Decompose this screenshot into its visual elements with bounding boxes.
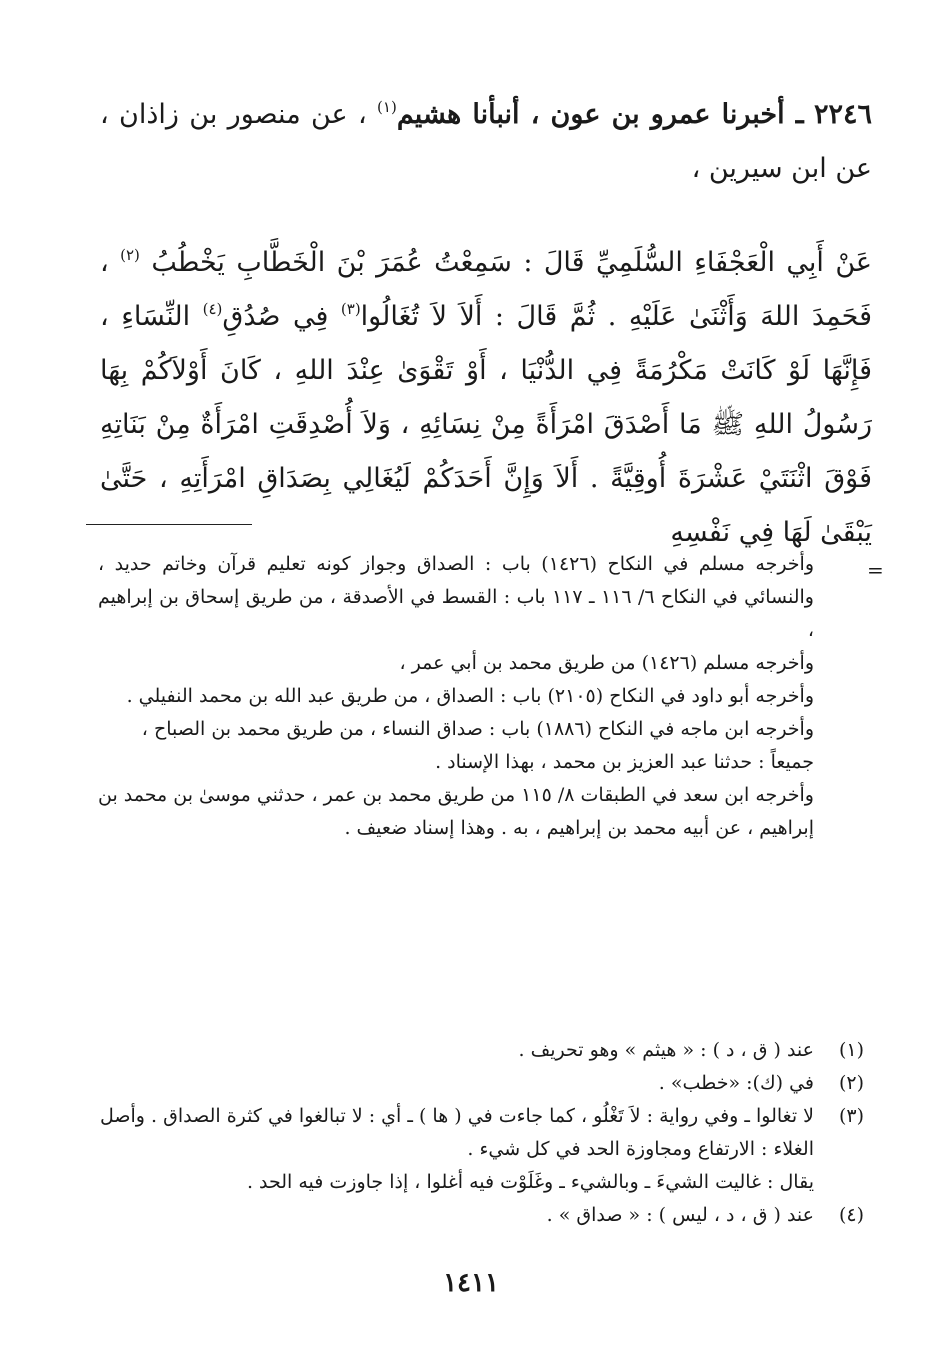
footnote-ref-4: (٤) [202, 300, 223, 318]
takhrij-paragraph: وأخرجه ابن سعد في الطبقات ٨/ ١١٥ من طريق محمد بن عمر ، حدثني موسىٰ بن محمد بن إبراهيم ، عن أبيه محمد بن إبراهيم ، به . وهذا إسناد ضعيف . [98, 784, 814, 839]
footnote-number: (٣) [838, 1105, 864, 1127]
footnote-ref-2: (٢) [120, 246, 140, 264]
takhrij-notes [98, 548, 814, 845]
footnote-item [100, 1067, 864, 1100]
footnote-item [100, 1100, 864, 1166]
hadith-lead-rest: ، عن منصور بن زاذان ، عن ابن سيرين ، [100, 99, 872, 184]
hadith-lead: ـ أخبرنا عمرو بن عون ، أنبأنا هشيم [396, 99, 804, 130]
footnote-number: (١) [838, 1039, 864, 1061]
footnotes [100, 1034, 864, 1232]
takhrij-paragraph: وأخرجه ابن ماجه في النكاح (١٨٨٦) باب : صداق النساء ، من طريق محمد بن الصباح ، [141, 718, 814, 740]
footnote-ref-1: (١) [377, 98, 397, 116]
hadith-isnad [100, 88, 872, 196]
continuation-mark: = [867, 558, 884, 582]
hadith-header [100, 88, 872, 196]
footnote-text: لا تغالوا ـ وفي رواية : لاَ تَغْلُو ، كما جاءت في ( ها ) ـ أي : لا تبالغوا في كثرة الصداق . وأصل الغلاء : الارتفاع ومجاوزة الحد في كل شيء . [100, 1105, 814, 1160]
matn-part-3: فِي صُدُقِ [222, 301, 329, 332]
hadith-number: ٢٢٤٦ [813, 99, 872, 130]
footnote-text: عند ( ق ، د ) : « هيثم » وهو تحريف . [518, 1039, 814, 1061]
footnote-item [100, 1199, 864, 1232]
footnote-continuation: يقال : غاليت الشيءَ ـ وبالشيء ـ وغَلَوْت فيه أغلوا ، إذا جاوزت فيه الحد . [246, 1171, 814, 1193]
matn-part-4: النِّسَاءِ ، فَإِنَّهَا لَوْ كَانَتْ مَكْرُمَةً فِي الدُّنْيَا ، أَوْ تَقْوَىٰ عِنْدَ اللهِ ، كَانَ أَوْلاَكُمْ بِهَا رَسُولُ اللهِ ﷺ مَا أَصْدَقَ امْرَأَةً مِنْ نِسَائِهِ ، وَلاَ أُصْدِقَتِ امْرَأَةٌ مِنْ بَنَاتِهِ فَوْقَ اثْنَتَيْ عَشْرَةَ أُوقِيَّةً . أَلاَ وَإِنَّ أَحَدَكُمْ لَيُغَالِي بِصَدَاقِ امْرَأَتِهِ ، حَتَّىٰ يَبْقَىٰ لَهَا فِي نَفْسِهِ [100, 301, 872, 548]
matn-part-1: عَنْ أَبِي الْعَجْفَاءِ السُّلَمِيِّ قَالَ : سَمِعْتُ عُمَرَ بْنَ الْخَطَّابِ يَخْطُبُ [151, 247, 872, 278]
matn-part-2: ، فَحَمِدَ اللهَ وَأَثْنَىٰ عَلَيْهِ . ثُمَّ قَالَ : أَلاَ لاَ تُغَالُوا [100, 247, 872, 332]
takhrij-paragraph: جميعاً : حدثنا عبد العزيز بن محمد ، بهذا الإسناد . [435, 751, 814, 773]
takhrij-paragraph: وأخرجه مسلم (١٤٢٦) من طريق محمد بن أبي عمر ، [399, 652, 814, 674]
footnote-ref-3: (٣) [340, 300, 361, 318]
page-number: ١٤١١ [443, 1268, 499, 1298]
footnote-number: (٢) [838, 1072, 864, 1094]
hadith-matn [100, 236, 872, 560]
footnote-item [100, 1034, 864, 1067]
footnote-number: (٤) [838, 1204, 864, 1226]
footnote-text: في (ك): «خطب» . [658, 1072, 814, 1094]
footnote-text: عند ( ق ، د ، ليس ) : « صداق » . [546, 1204, 814, 1226]
takhrij-paragraph: وأخرجه أبو داود في النكاح (٢١٠٥) باب : الصداق ، من طريق عبد الله بن محمد النفيلي . [126, 685, 814, 707]
takhrij-paragraph: وأخرجه مسلم في النكاح (١٤٢٦) باب : الصداق وجواز كونه تعليم قرآن وخاتم حديد ، والنسائي في النكاح ٦/ ١١٦ ـ ١١٧ باب : القسط في الأصدقة ، من طريق إسحاق بن إبراهيم ، [98, 553, 815, 641]
footnote-separator [86, 524, 252, 525]
matn-text [100, 236, 872, 560]
